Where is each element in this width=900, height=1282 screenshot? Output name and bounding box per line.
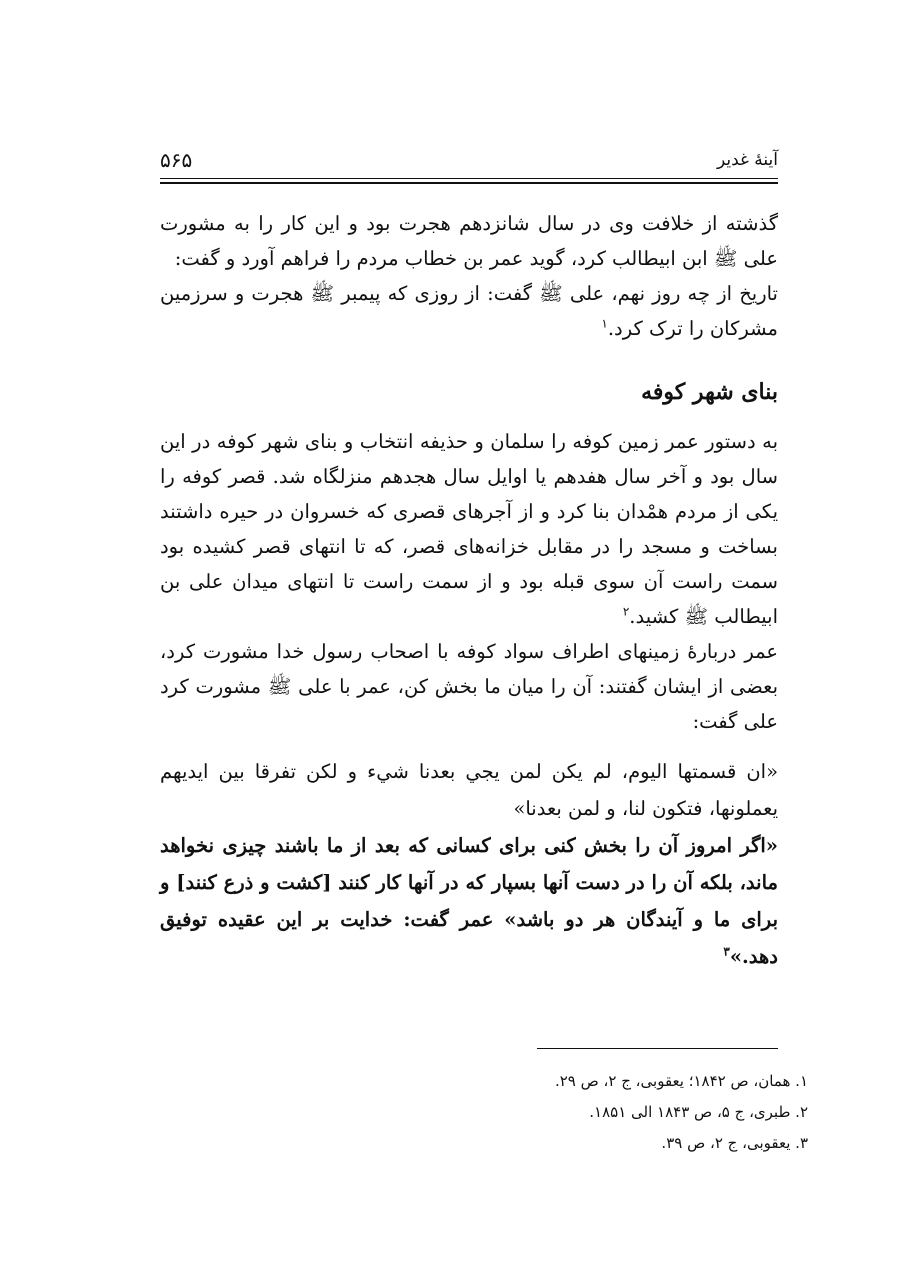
paragraph-4-text: عمر دربارۀ زمینهای اطراف سواد کوفه با اصحاب رسول خدا مشورت کرد، بعضی از ایشان گفتند: آن را میان ما بخش کن، عمر با علی ﷺ مشورت کرد علی گفت:: [160, 640, 778, 733]
paragraph-3-text: به دستور عمر زمین کوفه را سلمان و حذیفه انتخاب و بنای شهر کوفه در این سال بود و آخر سال هفدهم یا اوایل سال هجدهم منزلگاه شد. قصر کوفه را یکی از مردم همْدان بنا کرد و از آجرهای قصری که خسروان در حیره داشتند بساخت و مسجد را در مقابل خزانه‌های قصر، که تا انتهای قصر کشیده بود سمت راست آن سوی قبله بود و از سمت راست تا انتهای میدان علی بن ابیطالب ﷺ کشید.: [160, 430, 778, 628]
persian-quote-text: «اگر امروز آن را بخش کنی برای کسانی که بعد از ما باشند چیزی نخواهد ماند، بلکه آن را در دست آنها بسپار که در آنها کار کنند [کشت و ذرع کنند] و برای ما و آیندگان هر دو باشد» عمر گفت: خدایت بر این عقیده توفیق دهد.»: [160, 834, 778, 968]
arabic-quote: «ان قسمتها الیوم، لم یکن لمن یجي بعدنا شيء و لكن تفرقا بين ايديهم يعملونها، فتكون لنا، و لمن بعدنا»: [160, 760, 778, 820]
footnote-ref-1: ۱: [601, 316, 608, 331]
footnote-1: ۱. همان، ص ۱۸۴۲؛ یعقوبی، ج ۲، ص ۲۹.: [554, 1072, 808, 1090]
section-heading: بنای شهر کوفه: [641, 379, 778, 405]
footnote-2: ۲. طبری، ج ۵، ص ۱۸۴۳ الی ۱۸۵۱.: [589, 1103, 808, 1121]
book-page: [160, 148, 778, 968]
paragraph-2: [160, 276, 778, 346]
header-rule-thick: [160, 182, 778, 184]
page-number: ۵۶۵: [160, 148, 193, 172]
main-text: [160, 206, 778, 975]
running-header: [160, 148, 778, 178]
header-rule-thin: [160, 178, 778, 179]
footnotes: [300, 1066, 808, 1159]
persian-quote: [160, 827, 778, 975]
footnote-3: ۳. یعقوبی، ج ۲، ص ۳۹.: [661, 1134, 808, 1152]
paragraph-1: [160, 206, 778, 276]
paragraph-1-text: گذشته از خلافت وی در سال شانزدهم هجرت بود و این کار را به مشورت علی ﷺ ابن ابیطالب کرد، گوید عمر بن خطاب مردم را فراهم آورد و گفت:: [160, 212, 778, 270]
paragraph-3: [160, 424, 778, 634]
footnote-ref-2: ۲: [622, 604, 630, 619]
paragraph-2-text: تاریخ از چه روز نهم، علی ﷺ گفت: از روزی که پیمبر ﷺ هجرت و سرزمین مشرکان را ترک کرد.: [160, 282, 778, 340]
running-title: آینۀ غدیر: [716, 150, 778, 170]
footnote-ref-3: ۳: [723, 944, 730, 959]
footnote-separator: [537, 1048, 778, 1049]
paragraph-4: [160, 634, 778, 739]
